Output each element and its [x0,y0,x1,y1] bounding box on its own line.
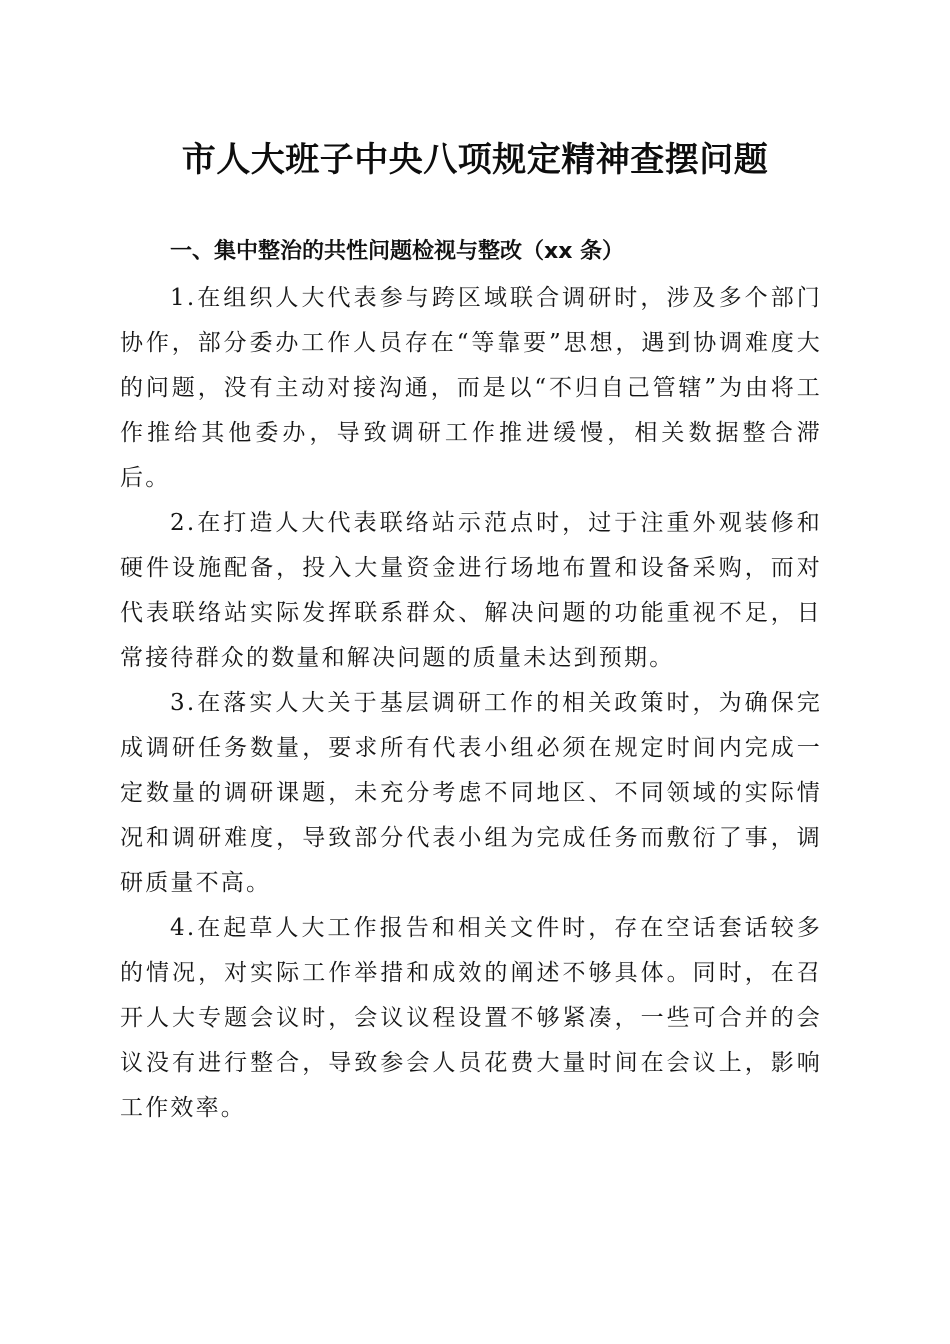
paragraph-4: 4.在起草人大工作报告和相关文件时，存在空话套话较多的情况，对实际工作举措和成效的阐述不够具体。同时，在召开人大专题会议时，会议议程设置不够紧凑，一些可合并的会议没有进行整合，导致参会人员花费大量时间在会议上，影响工作效率。 [120,915,822,1121]
document-title: 市人大班子中央八项规定精神查摆问题 [181,140,769,180]
paragraph-2: 2.在打造人大代表联络站示范点时，过于注重外观装修和硬件设施配备，投入大量资金进行场地布置和设备采购，而对代表联络站实际发挥联系群众、解决问题的功能重视不足，日常接待群众的数量和解决问题的质量未达到预期。 [120,510,822,671]
section-heading: 一、集中整治的共性问题检视与整改（xx 条） [170,239,625,264]
paragraph-3: 3.在落实人大关于基层调研工作的相关政策时，为确保完成调研任务数量，要求所有代表小组必须在规定时间内完成一定数量的调研课题，未充分考虑不同地区、不同领域的实际情况和调研难度，导致部分代表小组为完成任务而敷衍了事，调研质量不高。 [120,690,822,896]
paragraph-1: 1.在组织人大代表参与跨区域联合调研时，涉及多个部门协作，部分委办工作人员存在“等靠要”思想，遇到协调难度大的问题，没有主动对接沟通，而是以“不归自己管辖”为由将工作推给其他委办，导致调研工作推进缓慢，相关数据整合滞后。 [120,285,822,491]
document-body [120,276,822,1131]
